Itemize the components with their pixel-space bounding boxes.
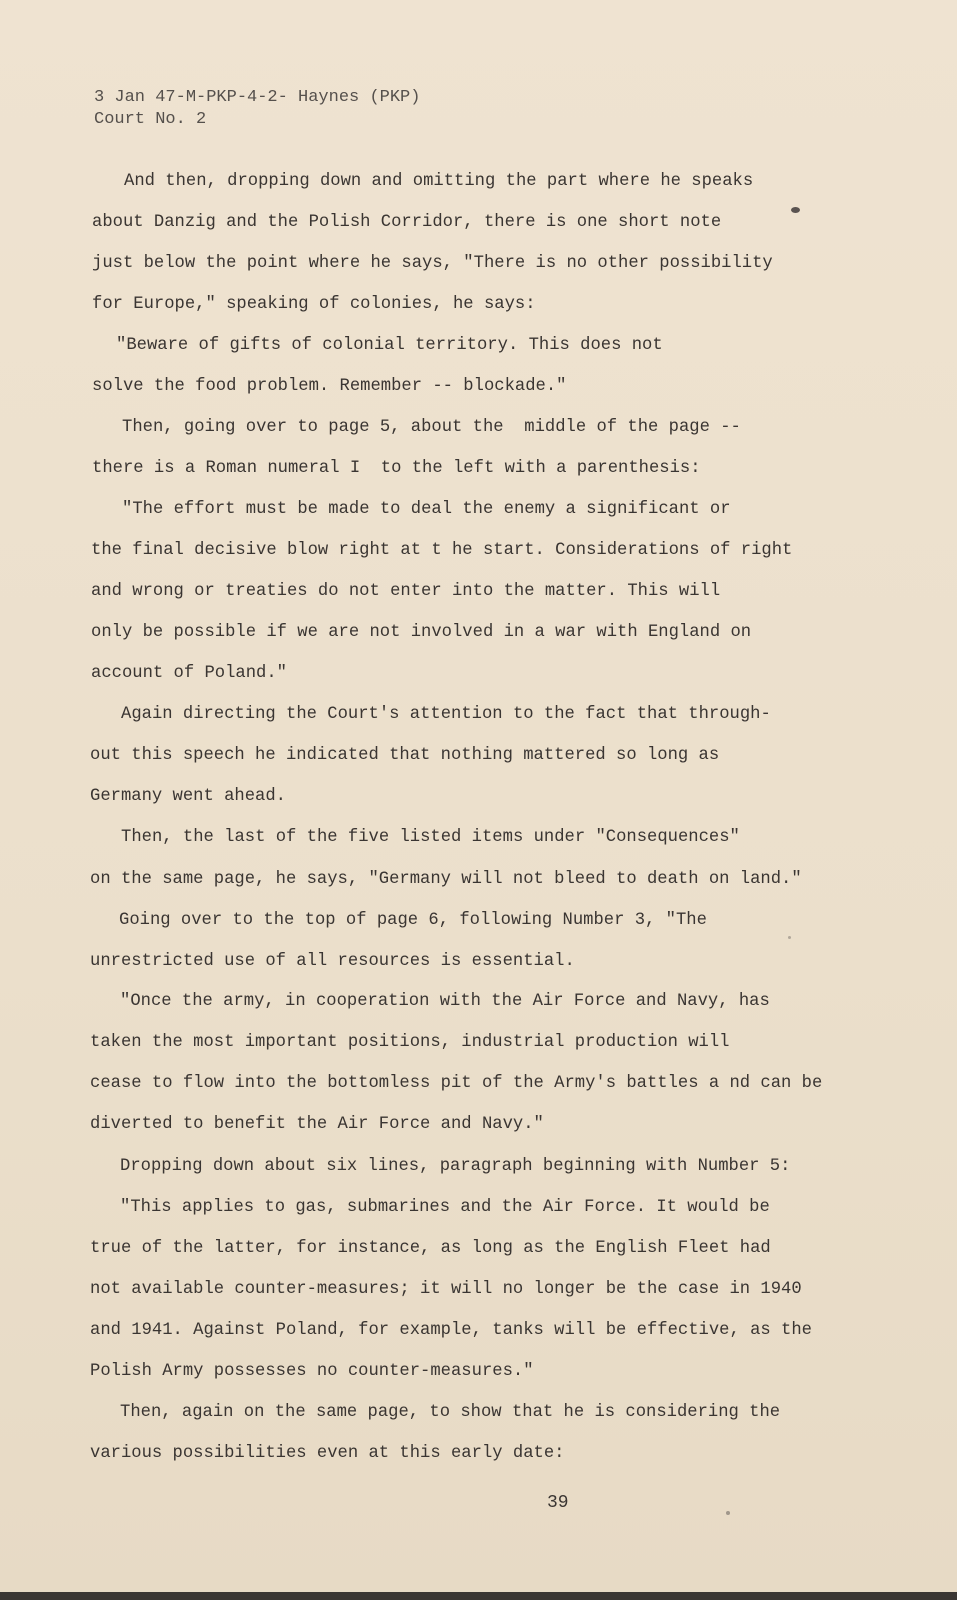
text-line: for Europe," speaking of colonies, he says: [92, 295, 536, 314]
text-line: Dropping down about six lines, paragraph beginning with Number 5: [120, 1157, 791, 1176]
page-number: 39 [547, 1493, 569, 1513]
text-line: true of the latter, for instance, as long as the English Fleet had [90, 1239, 771, 1258]
text-line: Then, going over to page 5, about the middle of the page -- [122, 418, 741, 437]
text-line: account of Poland." [91, 664, 287, 683]
document-header [94, 87, 420, 131]
text-line: Polish Army possesses no counter-measures." [90, 1362, 534, 1381]
text-line: Then, again on the same page, to show that he is considering the [120, 1403, 781, 1422]
text-line: about Danzig and the Polish Corridor, there is one short note [92, 213, 722, 232]
text-line: and wrong or treaties do not enter into the matter. This will [91, 582, 721, 601]
text-line: "The effort must be made to deal the enemy a significant or [122, 500, 731, 519]
text-line: not available counter-measures; it will no longer be the case in 1940 [90, 1280, 802, 1299]
text-line: "Beware of gifts of colonial territory. This does not [116, 336, 663, 355]
text-line: the final decisive blow right at t he start. Considerations of right [91, 541, 793, 560]
text-line: taken the most important positions, industrial production will [90, 1033, 730, 1052]
text-line: there is a Roman numeral I to the left with a parenthesis: [92, 459, 701, 478]
text-line: various possibilities even at this early date: [90, 1444, 565, 1463]
text-line: solve the food problem. Remember -- blockade." [92, 377, 567, 396]
text-line: diverted to benefit the Air Force and Navy." [90, 1115, 544, 1134]
text-line: Germany went ahead. [90, 787, 286, 806]
ink-speck [788, 936, 791, 939]
header-reference-line: 3 Jan 47-M-PKP-4-2- Haynes (PKP) [94, 88, 421, 107]
text-line: Then, the last of the five listed items under "Consequences" [121, 828, 740, 847]
text-line: and 1941. Against Poland, for example, tanks will be effective, as the [90, 1321, 812, 1340]
text-line: just below the point where he says, "There is no other possibility [92, 254, 773, 273]
ink-speck [726, 1511, 730, 1515]
text-line: on the same page, he says, "Germany will not bleed to death on land." [90, 870, 802, 889]
text-line: cease to flow into the bottomless pit of the Army's battles a nd can be [90, 1074, 823, 1093]
text-line: unrestricted use of all resources is essential. [90, 952, 575, 971]
header-court-line: Court No. 2 [94, 110, 207, 129]
text-line: And then, dropping down and omitting the part where he speaks [124, 172, 754, 191]
text-line: Going over to the top of page 6, following Number 3, "The [119, 911, 707, 930]
text-line: out this speech he indicated that nothing mattered so long as [90, 746, 720, 765]
scan-bottom-edge [0, 1592, 957, 1600]
text-line: only be possible if we are not involved in a war with England on [91, 623, 752, 642]
text-line: "This applies to gas, submarines and the Air Force. It would be [120, 1198, 770, 1217]
text-line: "Once the army, in cooperation with the Air Force and Navy, has [120, 992, 770, 1011]
ink-speck [791, 207, 800, 213]
text-line: Again directing the Court's attention to the fact that through- [121, 705, 771, 724]
